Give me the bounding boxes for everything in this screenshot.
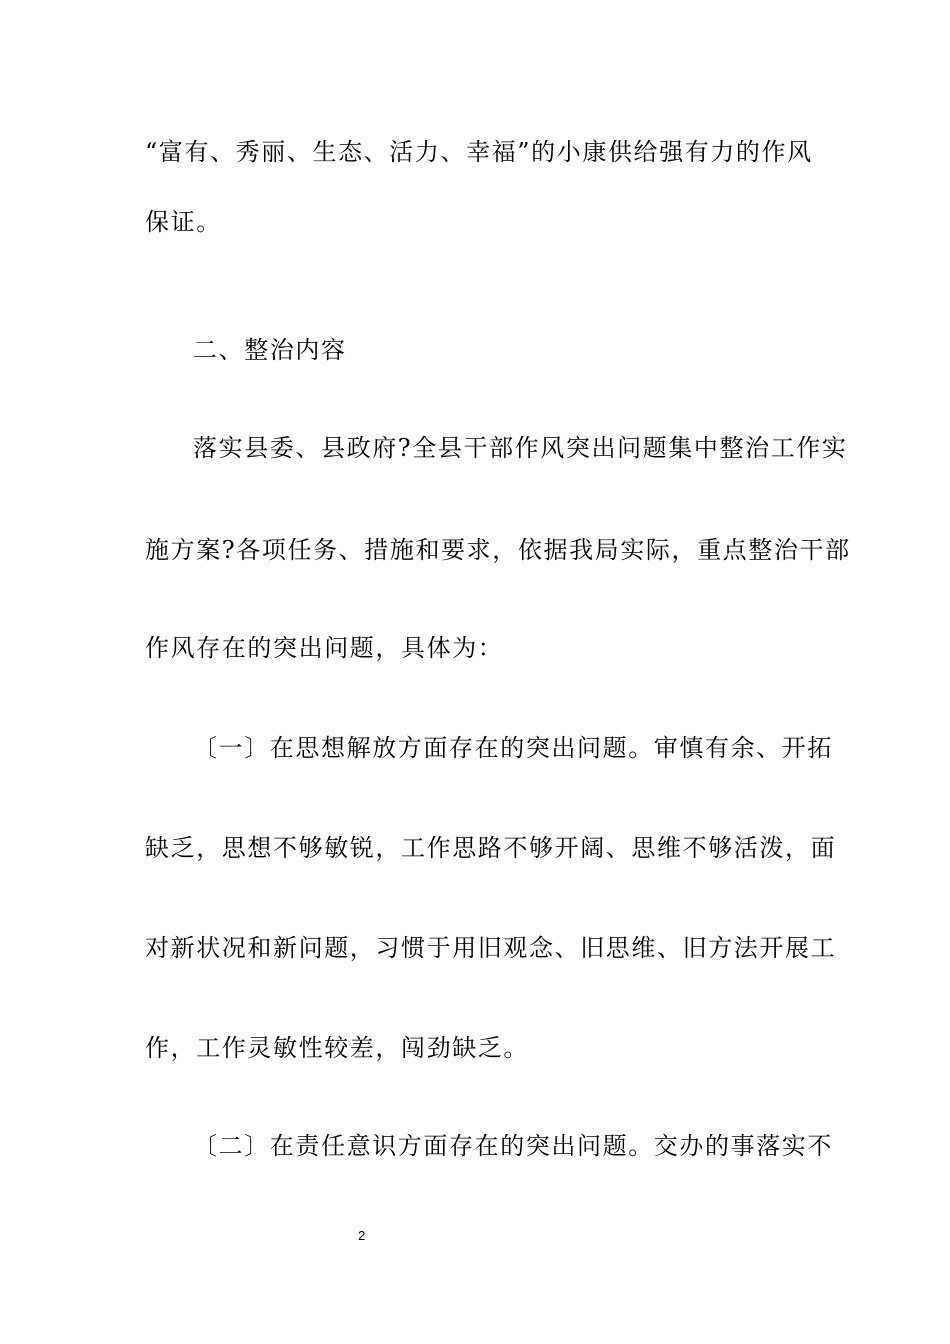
paragraph-line-end: 作风存在的突出问题，具体为： [145, 634, 504, 662]
subsection-line: 〔二〕在责任意识方面存在的突出问题。交办的事落实不 [193, 1132, 833, 1160]
paragraph-line: 施方案?各项任务、措施和要求，依据我局实际，重点整治干部 [145, 536, 851, 564]
paragraph-line-end: 保证。 [145, 208, 222, 236]
paragraph-line: 落实县委、县政府?全县干部作风突出问题集中整治工作实 [193, 434, 848, 462]
section-heading: 二、整治内容 [193, 336, 347, 364]
paragraph-line-continuation: “富有、秀丽、生态、活力、幸福”的小康供给强有力的作风 [145, 138, 813, 166]
subsection-line: 〔一〕在思想解放方面存在的突出问题。审慎有余、开拓 [193, 734, 833, 762]
paragraph-line-end: 作，工作灵敏性较差，闯劲缺乏。 [145, 1034, 529, 1062]
page-number: 2 [358, 1228, 366, 1243]
paragraph-line: 缺乏，思想不够敏锐，工作思路不够开阔、思维不够活泼，面 [145, 834, 837, 862]
paragraph-line: 对新状况和新问题，习惯于用旧观念、旧思维、旧方法开展工 [145, 934, 837, 962]
